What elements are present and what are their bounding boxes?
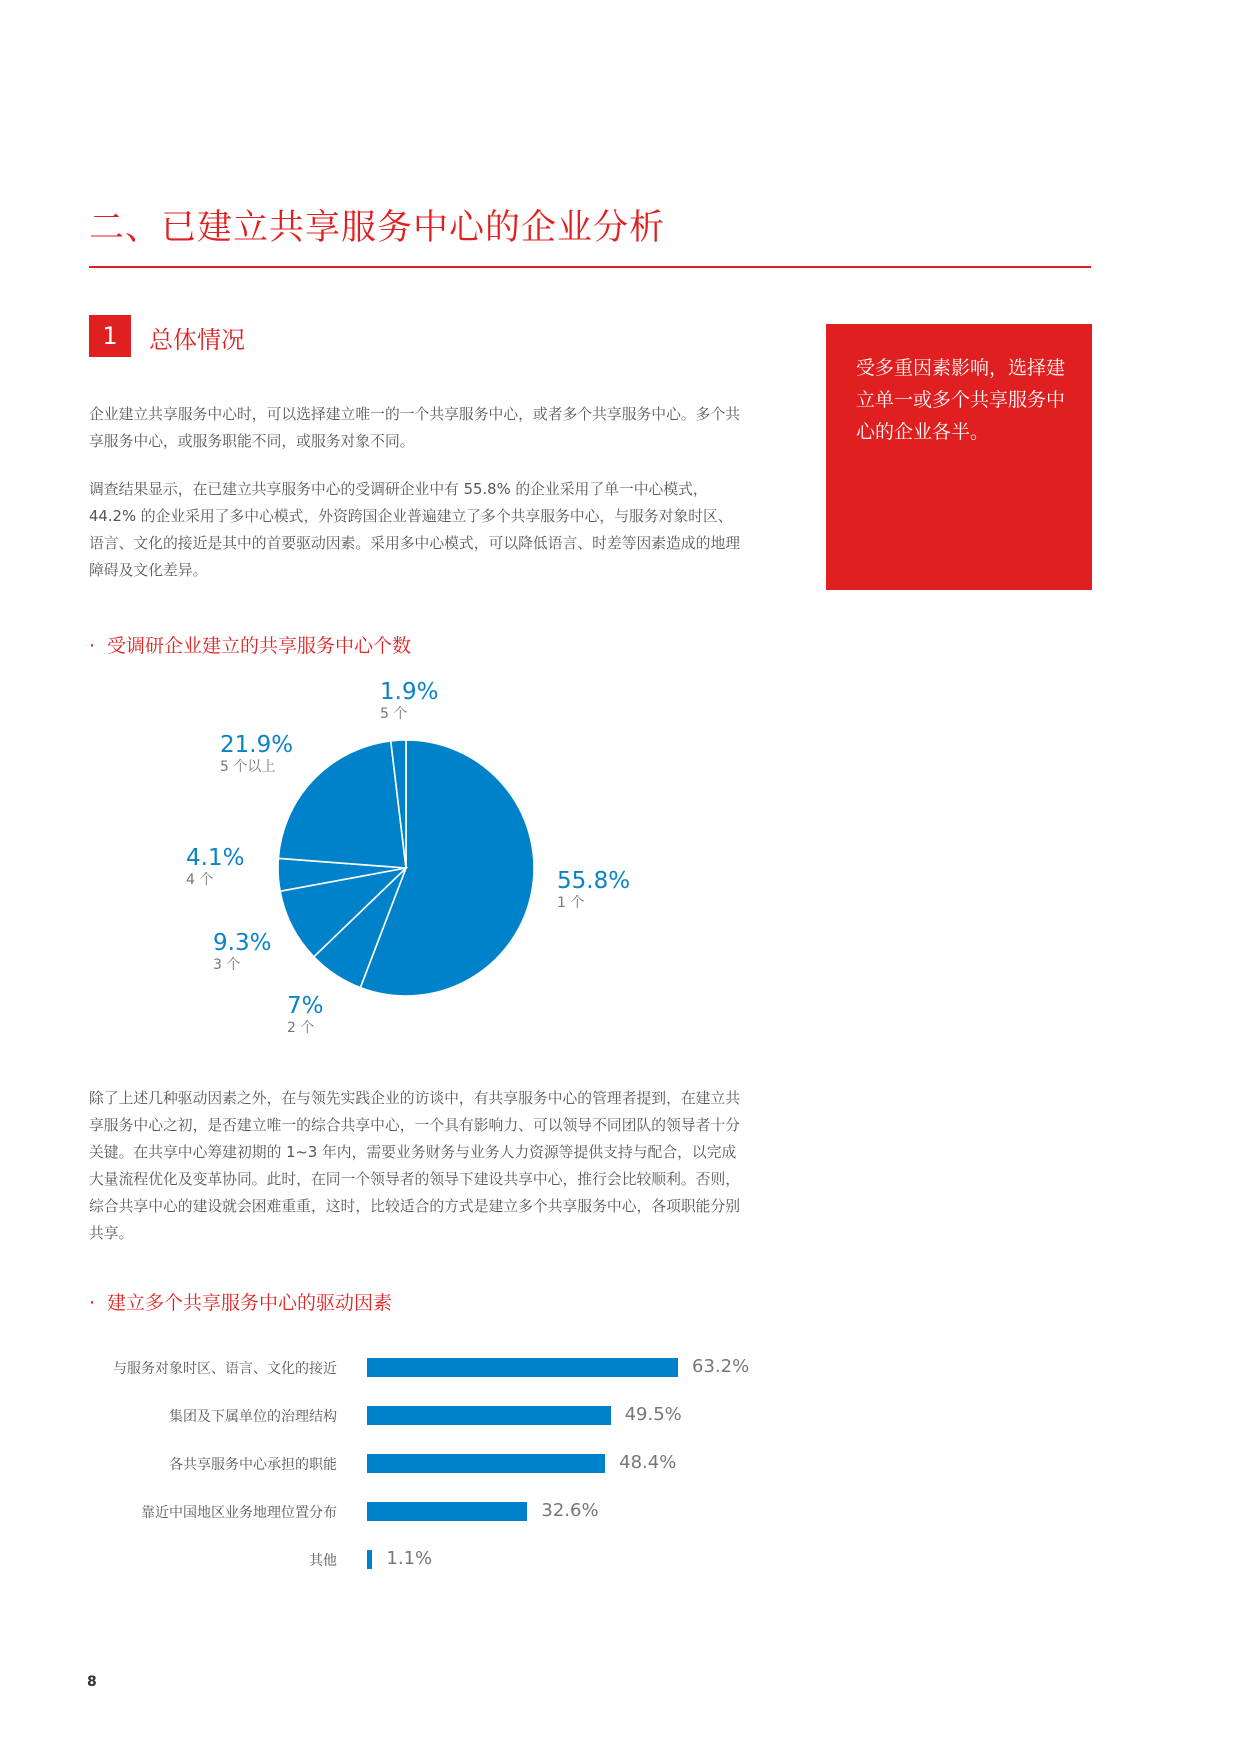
callout-box — [826, 324, 1092, 590]
bar-value-label: 63.2% — [692, 1356, 750, 1377]
callout-text: 受多重因素影响，选择建立单一或多个共享服务中心的企业各半。 — [856, 357, 1066, 443]
pie-slice-5 — [278, 741, 406, 868]
bar-category-label: 各共享服务中心承担的职能 — [169, 1457, 337, 1473]
page-number: 8 — [87, 1674, 97, 1690]
bar-chart-title — [89, 1288, 392, 1315]
pie-label-1-count: 1 个 — [557, 895, 585, 911]
pie-label-5-percent: 1.9% — [380, 679, 439, 705]
bar-category-label: 与服务对象时区、语言、文化的接近 — [113, 1361, 337, 1377]
pie-label-5plus — [220, 732, 293, 776]
section-number-badge: 1 — [89, 315, 131, 357]
bar-chart-title-text: 建立多个共享服务中心的驱动因素 — [107, 1292, 393, 1314]
section-title: 总体情况 — [149, 326, 245, 354]
pie-chart-title — [89, 631, 411, 658]
pie-label-5-count: 5 个 — [380, 706, 408, 722]
pie-label-4-percent: 4.1% — [186, 845, 245, 871]
bar-value-label: 48.4% — [619, 1452, 677, 1473]
paragraph-intro: 企业建立共享服务中心时，可以选择建立唯一的一个共享服务中心，或者多个共享服务中心。多个共享服务中心，或服务职能不同，或服务对象不同。 — [89, 406, 741, 450]
pie-label-5plus-percent: 21.9% — [220, 732, 294, 758]
bar-mark — [367, 1550, 372, 1569]
bar-mark — [367, 1358, 678, 1377]
paragraph-survey-results: 调查结果显示，在已建立共享服务中心的受调研企业中有 55.8% 的企业采用了单一中心模式，44.2% 的企业采用了多中心模式，外资跨国企业普遍建立了多个共享服务中心，与服务对象时区、语言、文化的接近是其中的首要驱动因素。采用多中心模式，可以降低语言、时差等因素造成的地理障碍及文化差异。 — [89, 481, 741, 579]
pie-label-4 — [186, 845, 244, 889]
bar-category-label: 集团及下属单位的治理结构 — [169, 1409, 337, 1425]
bullet-icon: · — [89, 635, 96, 657]
pie-label-5 — [380, 679, 438, 723]
title-divider — [89, 266, 1091, 268]
bar-category-label: 靠近中国地区业务地理位置分布 — [141, 1505, 337, 1521]
pie-label-1 — [557, 868, 630, 912]
pie-label-3-percent: 9.3% — [213, 930, 272, 956]
pie-label-2-count: 2 个 — [287, 1020, 315, 1036]
page-title: 二、已建立共享服务中心的企业分析 — [89, 208, 666, 248]
pie-chart — [276, 738, 536, 998]
pie-label-1-percent: 55.8% — [557, 868, 631, 894]
pie-chart-title-text: 受调研企业建立的共享服务中心个数 — [107, 635, 412, 657]
bullet-icon: · — [89, 1292, 96, 1314]
bar-category-label: 其他 — [309, 1553, 337, 1569]
pie-label-3-count: 3 个 — [213, 957, 241, 973]
pie-label-2 — [287, 993, 324, 1037]
bar-value-label: 32.6% — [541, 1500, 599, 1521]
bar-mark — [367, 1406, 611, 1425]
pie-label-4-count: 4 个 — [186, 872, 214, 888]
pie-label-2-percent: 7% — [287, 993, 324, 1019]
paragraph-interview-insights: 除了上述几种驱动因素之外，在与领先实践企业的访谈中，有共享服务中心的管理者提到，在建立共享服务中心之初，是否建立唯一的综合共享中心，一个具有影响力、可以领导不同团队的领导者十分关键。在共享中心筹建初期的 1~3 年内，需要业务财务与业务人力资源等提供支持与配合，以完成大量流程优化及变革协同。此时，在同一个领导者的领导下建设共享中心，推行会比较顺利。否则，综合共享中心的建设就会困难重重，这时，比较适合的方式是建立多个共享服务中心，各项职能分别共享。 — [89, 1090, 741, 1242]
bar-mark — [367, 1454, 605, 1473]
bar-mark — [367, 1502, 527, 1521]
bar-value-label: 1.1% — [386, 1548, 433, 1569]
pie-label-3 — [213, 930, 271, 974]
pie-label-5plus-count: 5 个以上 — [220, 759, 276, 775]
bar-value-label: 49.5% — [624, 1404, 682, 1425]
